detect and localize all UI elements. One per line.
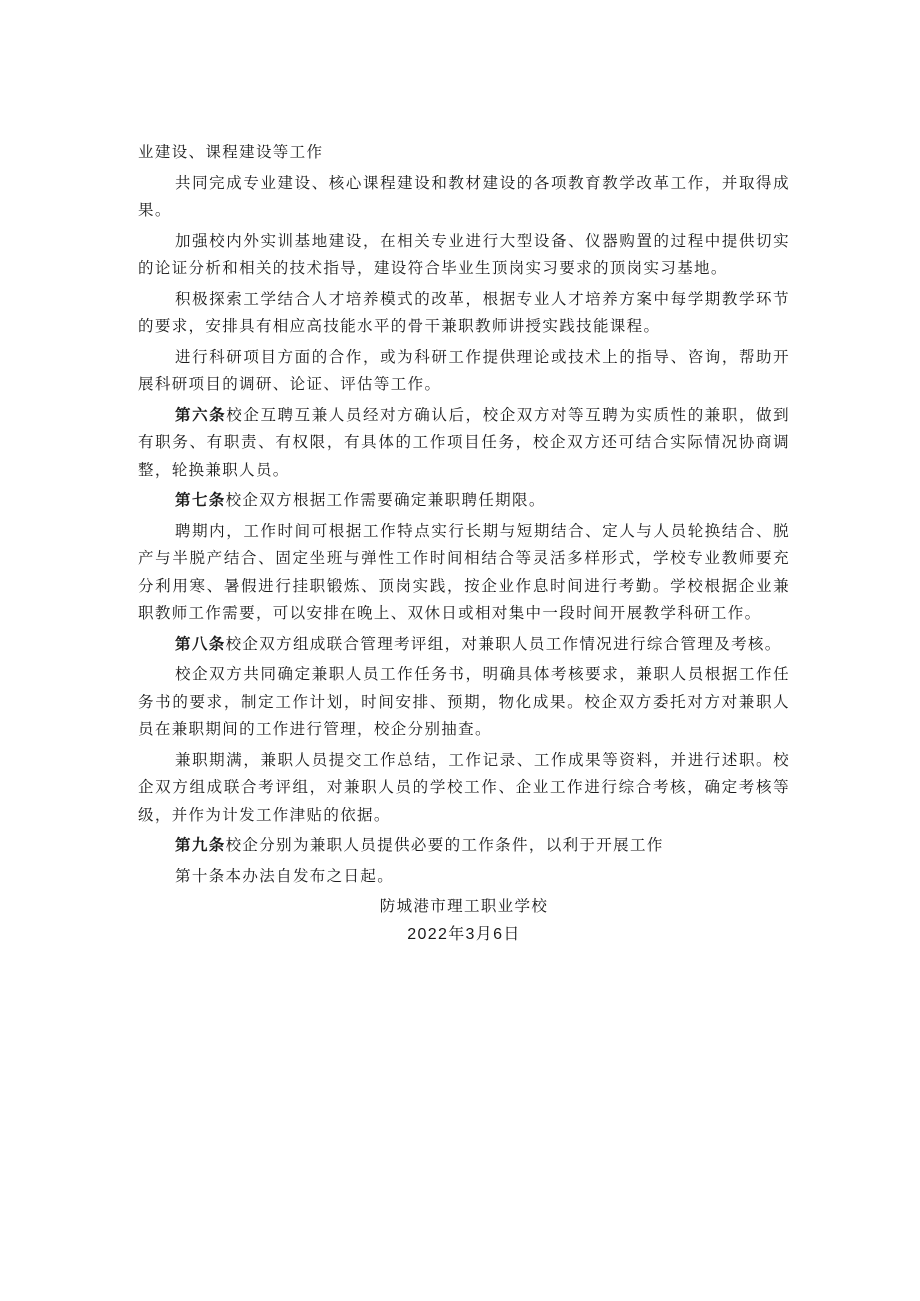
article-ten: 第十条本办法自发布之日起。 [175, 866, 395, 885]
article-eight [138, 631, 790, 659]
paragraph-task-book: 校企双方共同确定兼职人员工作任务书，明确具体考核要求，兼职人员根据工作任务书的要求，制定工作计划，时间安排、预期，物化成果。校企双方委托对方对兼职人员在兼职期间的工作进行管理，校企分别抽查。 [138, 665, 790, 738]
article-seven-label: 第七条 [175, 491, 226, 509]
article-six [138, 402, 790, 485]
paragraph-continuation: 业建设、课程建设等工作 [138, 143, 324, 161]
article-nine-text: 校企分别为兼职人员提供必要的工作条件，以利于开展工作 [225, 836, 664, 854]
article-eight-label: 第八条 [175, 634, 226, 653]
paragraph-research-cooperation: 进行科研项目方面的合作，或为科研工作提供理论或技术上的指导、咨询，帮助开展科研项目的调研、论证、评估等工作。 [138, 347, 790, 393]
paragraph-training-base: 加强校内外实训基地建设，在相关专业进行大型设备、仪器购置的过程中提供切实的论证分析和相关的技术指导，建设符合毕业生顶岗实习要求的顶岗实习基地。 [138, 231, 790, 277]
document-body [138, 139, 790, 948]
article-eight-text: 校企双方组成联合管理考评组，对兼职人员工作情况进行综合管理及考核。 [225, 634, 782, 653]
article-seven-text: 校企双方根据工作需要确定兼职聘任期限。 [225, 491, 546, 509]
signature-organization: 防城港市理工职业学校 [379, 897, 549, 915]
signature-date: 2022年3月6日 [407, 925, 521, 943]
article-six-text: 校企互聘互兼人员经对方确认后，校企双方对等互聘为实质性的兼职，做到有职务、有职责、有权限，有具体的工作项目任务，校企双方还可结合实际情况协商调整，轮换兼职人员。 [138, 405, 790, 479]
paragraph-talent-model: 积极探索工学结合人才培养模式的改革，根据专业人才培养方案中每学期教学环节的要求，安排具有相应高技能水平的骨干兼职教师讲授实践技能课程。 [138, 289, 790, 335]
paragraph-term-details: 聘期内，工作时间可根据工作特点实行长期与短期结合、定人与人员轮换结合、脱产与半脱产结合、固定坐班与弹性工作时间相结合等灵活多样形式，学校专业教师要充分利用寒、暑假进行挂职锻炼、顶岗实践，按企业作息时间进行考勤。学校根据企业兼职教师工作需要，可以安排在晚上、双休日或相对集中一段时间开展教学科研工作。 [138, 521, 790, 622]
paragraph-term-end: 兼职期满，兼职人员提交工作总结，工作记录、工作成果等资料，并进行述职。校企双方组成联合考评组，对兼职人员的学校工作、企业工作进行综合考核，确定考核等级，并作为计发工作津贴的依据。 [138, 750, 790, 824]
paragraph-major-construction: 共同完成专业建设、核心课程建设和教材建设的各项教育教学改革工作，并取得成果。 [138, 173, 790, 219]
article-nine-label: 第九条 [175, 836, 226, 854]
article-nine [138, 832, 790, 860]
article-six-label: 第六条 [175, 405, 227, 424]
article-seven [138, 487, 790, 515]
